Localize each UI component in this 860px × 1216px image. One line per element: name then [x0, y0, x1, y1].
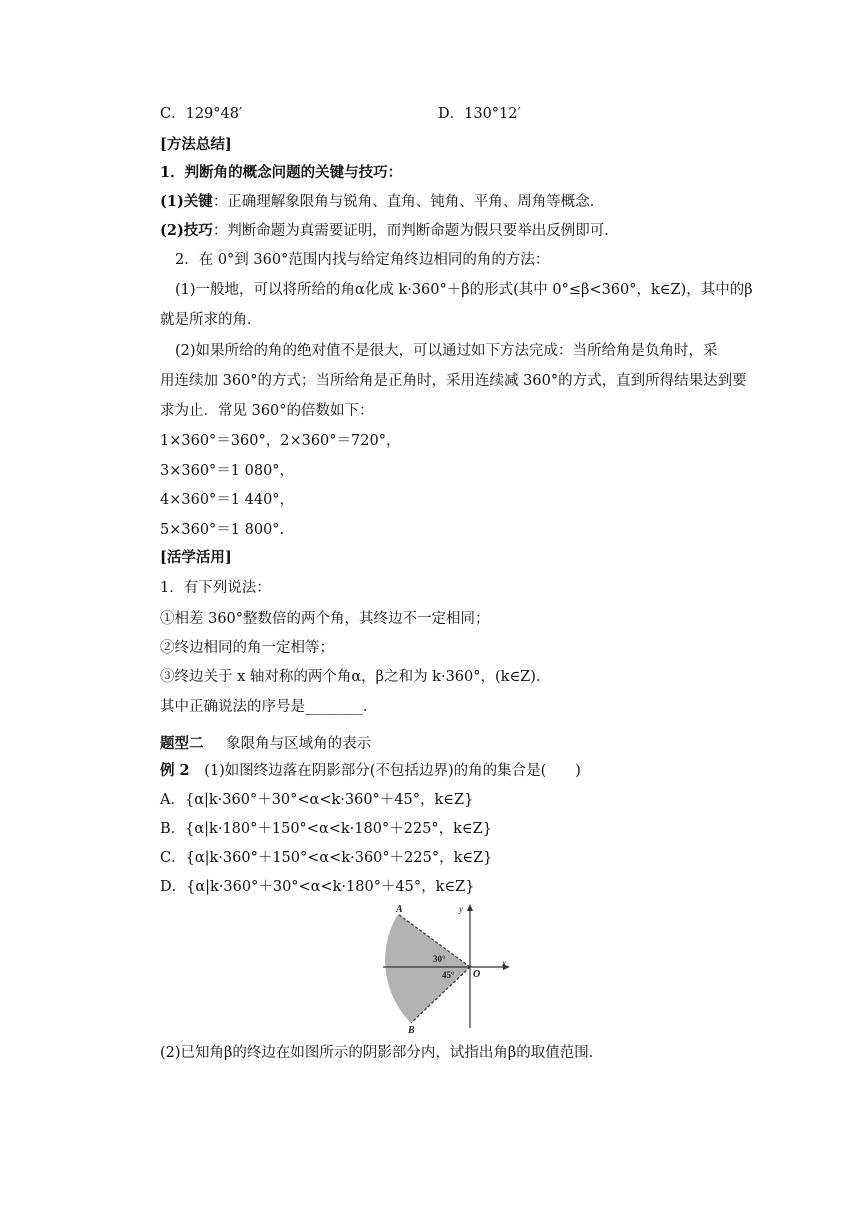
practice-ask: 其中正确说法的序号是________． [160, 699, 378, 715]
label-y: y [459, 904, 463, 914]
key-line [160, 192, 604, 212]
statement-2: ②终边相同的角一定相等； [160, 640, 334, 656]
option-c-prev: C．129°48′ [160, 106, 243, 122]
method-summary-title: [方法总结] [160, 136, 232, 153]
p2-line1: (2)如果所给的角的绝对值不是很大，可以通过如下方法完成：当所给角是负角时，采 [175, 343, 718, 359]
statement-3: ③终边关于 x 轴对称的两个角α，β之和为 k·360°，(k∈Z)． [160, 669, 551, 685]
point1-title: 1．判断角的概念问题的关键与技巧： [160, 164, 403, 181]
multiple-1-2: 1×360°＝360°，2×360°＝720°， [160, 433, 401, 449]
skill-label: (2)技巧 [160, 222, 213, 239]
angle-30-label: 30° [433, 954, 446, 964]
skill-line [160, 221, 619, 241]
practice-q1: 1．有下列说法： [160, 580, 271, 596]
type2-heading [160, 734, 371, 754]
option-b: B．{α|k·180°＋150°<α<k·180°＋225°，k∈Z} [160, 821, 492, 837]
option-a: A．{α|k·360°＋30°<α<k·360°＋45°，k∈Z} [160, 792, 474, 808]
label-a: A [396, 904, 403, 915]
label-o: O [473, 969, 481, 980]
multiple-3: 3×360°＝1 080°， [160, 463, 295, 479]
multiple-4: 4×360°＝1 440°， [160, 492, 295, 508]
option-d: D．{α|k·360°＋30°<α<k·180°＋45°，k∈Z} [160, 879, 475, 895]
p2-line2: 用连续加 360°的方式；当所给角是正角时，采用连续减 360°的方式，直到所得结果达到要 [160, 373, 747, 389]
example2-q1-line [160, 761, 581, 781]
point2-title: 2．在 0°到 360°范围内找与给定角终边相同的角的方法： [175, 252, 550, 268]
p2-line3: 求为止．常见 360°的倍数如下： [160, 403, 374, 419]
multiple-5: 5×360°＝1 800°. [160, 522, 285, 538]
y-axis-arrow [467, 904, 473, 911]
statement-1: ①相差 360°整数倍的两个角，其终边不一定相同； [160, 611, 490, 627]
type2-title: 象限角与区域角的表示 [226, 736, 372, 752]
label-b: B [408, 1025, 415, 1036]
example2-label: 例 2 [160, 762, 190, 779]
p1-line2: 就是所求的角． [160, 312, 262, 328]
option-d-prev: D．130°12′ [438, 106, 521, 122]
angle-region-figure [378, 900, 518, 1036]
shaded-sector [385, 914, 470, 1023]
skill-text: ：判断命题为真需要证明，而判断命题为假只要举出反例即可． [212, 223, 619, 239]
option-c: C．{α|k·360°＋150°<α<k·360°＋225°，k∈Z} [160, 850, 493, 866]
type2-label: 题型二 [160, 735, 204, 752]
key-label: (1)关键 [160, 193, 213, 210]
practice-title: [活学活用] [160, 549, 232, 566]
key-text: ：正确理解象限角与锐角、直角、钝角、平角、周角等概念． [212, 194, 605, 210]
angle-45-label: 45° [442, 970, 455, 980]
example2-q1: (1)如图终边落在阴影部分(不包括边界)的角的集合是( ) [204, 763, 581, 779]
p1-line1: (1)一般地，可以将所给的角α化成 k·360°＋β的形式(其中 0°≤β<360°，k∈Z)，其中的β [175, 282, 753, 298]
example2-q2: (2)已知角β的终边在如图所示的阴影部分内，试指出角β的取值范围． [160, 1045, 604, 1061]
label-x: x [502, 958, 506, 968]
